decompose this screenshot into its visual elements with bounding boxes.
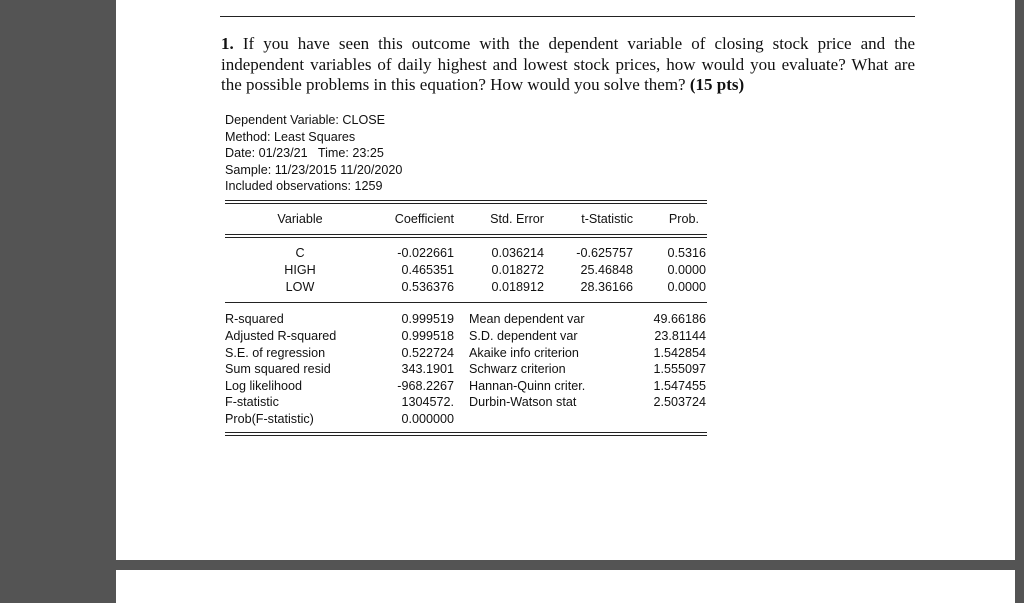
stat-value: 1.555097 — [653, 362, 706, 376]
row-std-error: 0.018272 — [491, 263, 544, 277]
stat-label: S.D. dependent var — [469, 329, 578, 343]
stat-label: Adjusted R-squared — [225, 329, 337, 343]
stat-value: -968.2267 — [397, 379, 454, 393]
header-prob: Prob. — [668, 212, 699, 226]
stat-value: 1.547455 — [653, 379, 706, 393]
question-number: 1. — [221, 34, 234, 53]
stat-label: Log likelihood — [225, 379, 303, 393]
table-rule-top-2 — [225, 203, 707, 204]
stat-label: Schwarz criterion — [469, 362, 566, 376]
table-rule-bottom-2 — [225, 435, 707, 436]
row-variable: HIGH — [284, 263, 316, 277]
header-coefficient: Coefficient — [394, 212, 454, 226]
stat-value: 2.503724 — [653, 395, 706, 409]
row-coefficient: 0.465351 — [401, 263, 454, 277]
stat-value: 0.522724 — [401, 346, 454, 360]
meta-date: Date: 01/23/21 Time: 23:25 — [225, 146, 384, 160]
row-prob: 0.0000 — [667, 263, 706, 277]
row-coefficient: 0.536376 — [401, 280, 454, 294]
page-separator — [116, 560, 1015, 570]
right-dark-margin — [1015, 0, 1024, 603]
stat-value: 0.999518 — [401, 329, 454, 343]
meta-method: Method: Least Squares — [225, 129, 356, 144]
stat-value: 1.542854 — [653, 346, 706, 360]
stat-value: 0.000000 — [401, 412, 454, 426]
header-std-error: Std. Error — [490, 212, 544, 226]
question-points: (15 pts) — [689, 75, 745, 94]
table-rule-top-1 — [225, 200, 707, 201]
row-std-error: 0.018912 — [491, 280, 544, 294]
row-variable: C — [295, 246, 305, 260]
question-body: If you have seen this outcome with the dependent variable of closing stock price and the independent variables of daily highest and lowest stock prices, how would you evaluate? What are the possible problems in this equation? How would you solve them? — [221, 34, 915, 94]
stat-label: R-squared — [225, 312, 284, 326]
stat-label: Prob(F-statistic) — [225, 412, 314, 426]
top-divider — [220, 16, 915, 17]
stat-label: Durbin-Watson stat — [469, 395, 577, 409]
table-rule-header-1 — [225, 234, 707, 235]
meta-sample: Sample: 11/23/2015 11/20/2020 — [225, 162, 403, 177]
meta-observations: Included observations: 1259 — [225, 179, 383, 193]
row-coefficient: -0.022661 — [397, 246, 454, 260]
row-prob: 0.0000 — [667, 280, 706, 294]
row-prob: 0.5316 — [667, 246, 706, 260]
stat-label: F-statistic — [225, 395, 279, 409]
stat-label: Sum squared resid — [225, 362, 331, 376]
row-t-statistic: 28.36166 — [580, 280, 633, 294]
regression-meta — [225, 112, 402, 195]
row-t-statistic: 25.46848 — [580, 263, 633, 277]
table-rule-middle — [225, 302, 707, 303]
row-std-error: 0.036214 — [491, 246, 544, 260]
header-variable: Variable — [277, 212, 323, 226]
row-t-statistic: -0.625757 — [576, 246, 633, 260]
row-variable: LOW — [285, 280, 315, 294]
stat-value: 49.66186 — [653, 312, 706, 326]
stat-label: Hannan-Quinn criter. — [469, 379, 586, 393]
question-text — [221, 34, 915, 96]
meta-dependent: Dependent Variable: CLOSE — [225, 113, 386, 127]
stat-label: S.E. of regression — [225, 346, 326, 360]
left-dark-margin — [0, 0, 116, 603]
stat-value: 0.999519 — [401, 312, 454, 326]
stat-value: 343.1901 — [401, 362, 454, 376]
stat-value: 23.81144 — [654, 329, 706, 343]
stat-label: Mean dependent var — [469, 312, 585, 326]
table-rule-bottom-1 — [225, 432, 707, 433]
stat-label: Akaike info criterion — [469, 346, 579, 360]
header-t-statistic: t-Statistic — [581, 212, 633, 226]
table-rule-header-2 — [225, 237, 707, 238]
stat-value: 1304572. — [401, 395, 454, 409]
